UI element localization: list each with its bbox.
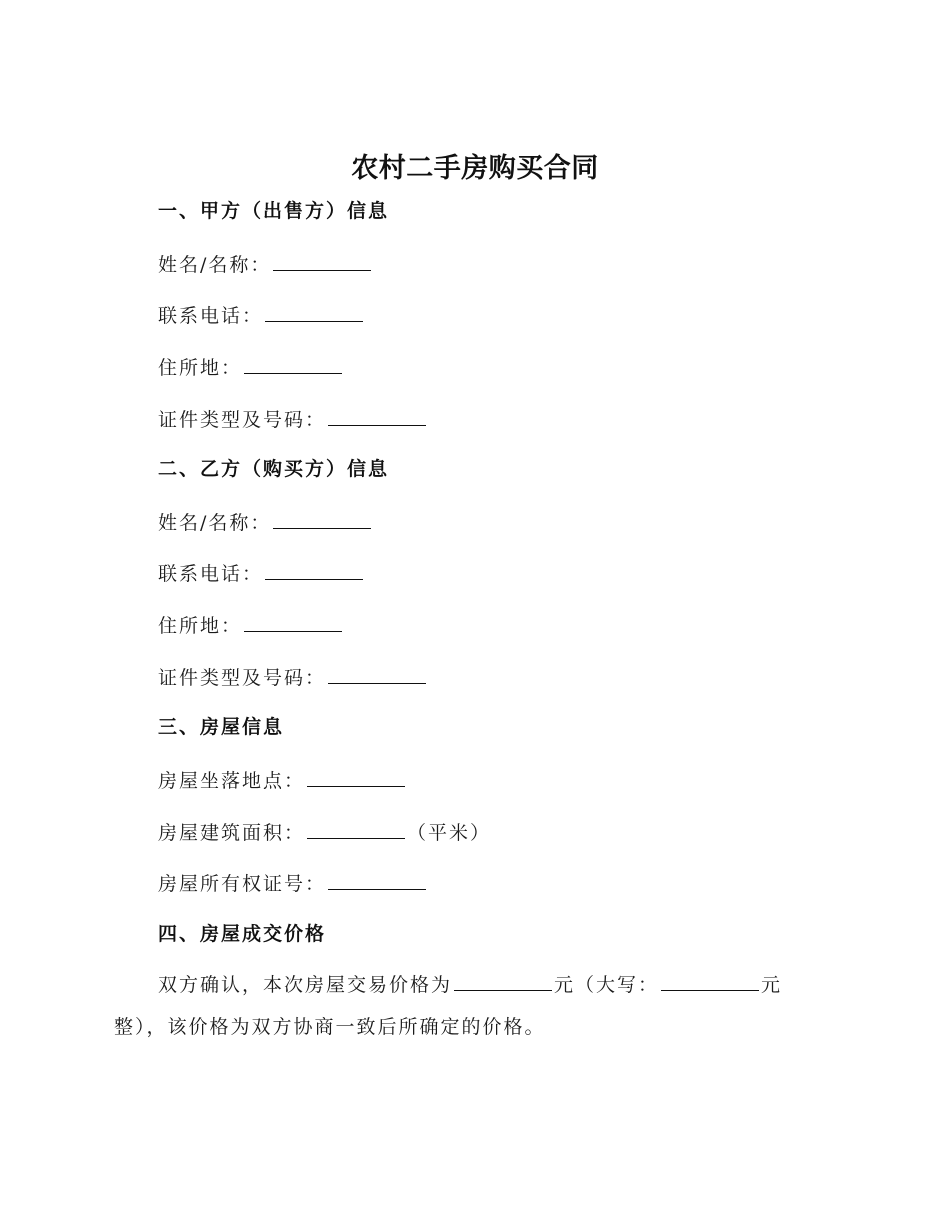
- section-heading-price: 四、房屋成交价格: [158, 923, 327, 945]
- price-words-blank[interactable]: [661, 968, 759, 991]
- buyer-name-blank[interactable]: [273, 506, 371, 529]
- price-text-2: 元（大写：: [554, 974, 660, 996]
- buyer-phone-blank[interactable]: [265, 557, 363, 580]
- house-area-field: [158, 816, 491, 848]
- seller-name-field: [158, 248, 373, 280]
- field-label: 证件类型及号码：: [158, 667, 327, 689]
- price-text-1: 双方确认，本次房屋交易价格为: [158, 974, 453, 996]
- field-label: 住所地：: [158, 615, 243, 637]
- field-label: 房屋建筑面积：: [158, 822, 306, 844]
- field-label: 联系电话：: [158, 563, 264, 585]
- house-certificate-blank[interactable]: [328, 867, 426, 890]
- price-paragraph: [114, 964, 804, 1048]
- area-unit-label: （平米）: [407, 822, 492, 844]
- seller-address-field: [158, 351, 344, 383]
- buyer-id-field: [158, 661, 428, 693]
- buyer-address-blank[interactable]: [244, 609, 342, 632]
- buyer-id-blank[interactable]: [328, 661, 426, 684]
- section-heading-house: 三、房屋信息: [158, 716, 285, 738]
- seller-id-field: [158, 403, 428, 435]
- house-certificate-field: [158, 867, 428, 899]
- field-label: 房屋所有权证号：: [158, 873, 327, 895]
- buyer-name-field: [158, 506, 373, 538]
- seller-phone-blank[interactable]: [265, 299, 363, 322]
- seller-name-blank[interactable]: [273, 248, 371, 271]
- price-paragraph-line2: 整），该价格为双方协商一致后所确定的价格。: [114, 1016, 546, 1038]
- field-label: 联系电话：: [158, 305, 264, 327]
- field-label: 房屋坐落地点：: [158, 770, 306, 792]
- seller-address-blank[interactable]: [244, 351, 342, 374]
- seller-id-blank[interactable]: [328, 403, 426, 426]
- price-number-blank[interactable]: [454, 968, 552, 991]
- document-title: 农村二手房购买合同: [351, 153, 599, 184]
- section-heading-seller: 一、甲方（出售方）信息: [158, 200, 390, 222]
- field-label: 证件类型及号码：: [158, 409, 327, 431]
- buyer-address-field: [158, 609, 344, 641]
- seller-phone-field: [158, 299, 365, 331]
- section-heading-buyer: 二、乙方（购买方）信息: [158, 458, 390, 480]
- house-location-blank[interactable]: [307, 764, 405, 787]
- field-label: 姓名/名称：: [158, 512, 272, 534]
- price-text-3: 元: [761, 974, 783, 996]
- house-area-blank[interactable]: [307, 816, 405, 839]
- house-location-field: [158, 764, 407, 796]
- field-label: 住所地：: [158, 357, 243, 379]
- buyer-phone-field: [158, 557, 365, 589]
- price-paragraph-line1: [114, 964, 804, 1006]
- field-label: 姓名/名称：: [158, 254, 272, 276]
